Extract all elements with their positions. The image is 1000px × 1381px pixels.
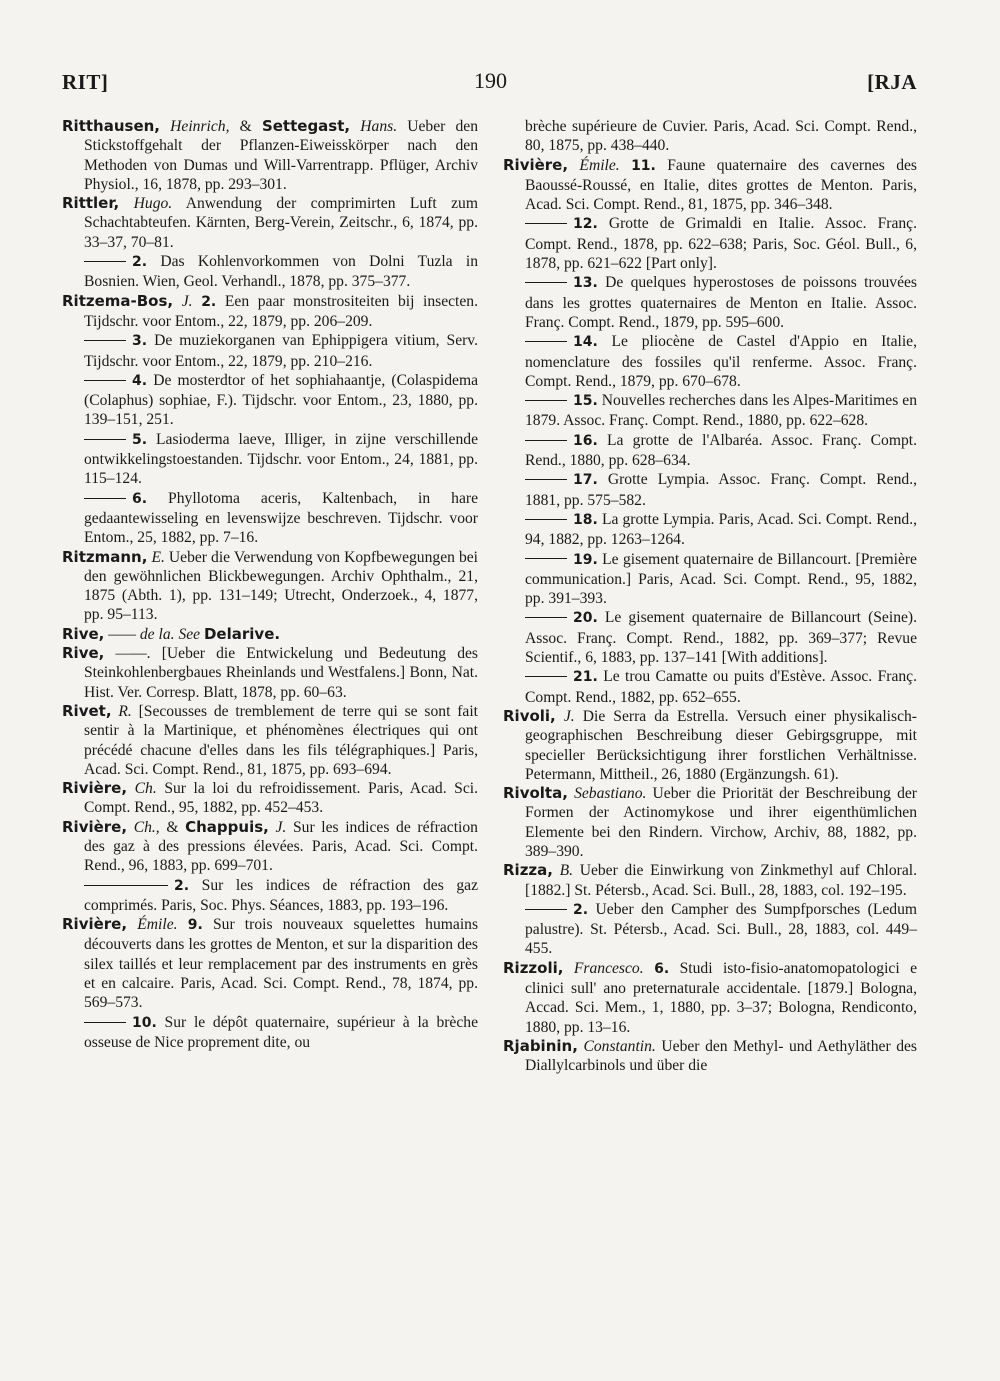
entry-ritthausen [62, 117, 478, 194]
entry-text: Le gisement quaternaire de Billancourt. [Première communication.] Paris, Acad. Sci. Compt. Rend., 95, 1882, pp. 391–393. [525, 550, 917, 608]
entry-author: E. [151, 548, 165, 566]
ditto-dash [84, 1022, 126, 1023]
entry-name: Rizza, [503, 861, 553, 880]
entry-rive [62, 644, 478, 702]
entry-author: J. [563, 707, 575, 725]
ditto-dash [84, 261, 126, 262]
entry-author: Sebastiano. [574, 785, 647, 803]
entry-number: 5. [132, 431, 148, 448]
entry-number: 3. [132, 333, 148, 350]
entry-name: Ritzema-Bos, [62, 291, 174, 310]
page-header [62, 70, 917, 100]
entry-text: Ueber die Priorität der Beschreibung der Formen der Actinomykose und ihrer eigenthümlichen Elemente bei den Rindern. Virchow, Archiv, 88, 1882, pp. 389–390. [525, 785, 918, 860]
entry-author-2: Hans. [360, 118, 398, 135]
entry-continuation [503, 117, 917, 156]
entry-name: Rittler, [62, 194, 120, 213]
ditto-dash [525, 909, 567, 910]
ditto-dash [84, 439, 126, 440]
entry-riviere-emile-10 [62, 1013, 478, 1053]
see-reference: See [178, 625, 201, 643]
entry-author: —— de la. [108, 625, 175, 643]
entry-author: B. [559, 862, 574, 880]
entry-text: Ueber den Stickstoffgehalt der Pflanzen-Eiweisskörper nach den Methoden von Dumas und Will-Varrentrapp. Pflüger, Archiv Physiol., 16, 1878, pp. 293–301. [84, 118, 479, 193]
entry-text: Ueber den Methyl- und Aethyläther des Diallylcarbinols und über die [525, 1037, 918, 1075]
entry-text: brèche supérieure de Cuvier. Paris, Acad. Sci. Compt. Rend., 80, 1875, pp. 438–440. [525, 118, 917, 155]
entry-amp: & [239, 118, 252, 135]
entry-riviere-14 [503, 332, 917, 391]
entry-number: 4. [132, 372, 148, 389]
entry-author: Heinrich, [170, 118, 230, 135]
ditto-dash [525, 282, 567, 283]
entry-number: 17. [573, 472, 598, 489]
entry-riviere-16 [503, 431, 917, 471]
entry-author: Émile. [579, 156, 620, 174]
entry-text: Die Serra da Estrella. Versuch einer physikalisch-geographischen Beschreibung dieser Gebirgsgruppe, mit specieller Berücksichtigung ihrer forstlichen Verhältnisse. Petermann, Mittheil., 26, 1880 (Ergänzungsh. 61). [525, 707, 917, 783]
entry-author: Ch. [134, 780, 157, 798]
entry-riviere-13 [503, 273, 917, 332]
entry-text: Sur le dépôt quaternaire, supérieur à la brèche osseuse de Nice proprement dite, ou [84, 1013, 478, 1051]
ditto-dash [84, 380, 126, 381]
entry-text: Anwendung der comprimirten Luft zum Schachtabteufen. Kärnten, Berg-Verein, Zeitschr., 6, 1874, pp. 33–37, 70–81. [84, 195, 478, 251]
ditto-dash [525, 440, 567, 441]
entry-text: Phyllotoma aceris, Kaltenbach, in hare gedaantewisseling en levenswijze beschreven. Tijdschr. voor Entom., 25, 1882, pp. 7–16. [84, 489, 478, 547]
ditto-dash [525, 519, 567, 520]
entry-name: Ritthausen, [62, 117, 160, 135]
entry-name: Rivière, [62, 915, 128, 934]
entry-name: Rivoli, [503, 706, 556, 725]
ditto-dash [525, 558, 567, 559]
entry-rjabinin [503, 1037, 917, 1076]
entry-ritzema-bos-4 [62, 371, 478, 430]
entry-number: 13. [573, 275, 598, 292]
entry-text: De muziekorganen van Ephippigera vitium, Serv. Tijdschr. voor Entom., 22, 1879, pp. 210–216. [84, 332, 478, 370]
ditto-dash [525, 341, 567, 342]
entry-text: Faune quaternaire des cavernes des Baoussé-Roussé, en Italie, dites grottes de Menton. Paris, Acad. Sci. Compt. Rend., 81, 1875, pp. 346–348. [525, 156, 917, 214]
entry-riviere-18 [503, 510, 917, 550]
entry-rivoli [503, 707, 917, 784]
entry-ritzmann [62, 548, 478, 625]
entry-number: 10. [132, 1014, 157, 1031]
ditto-dash-double [84, 885, 168, 886]
left-column [62, 117, 478, 1052]
entry-text: Lasioderma laeve, Illiger, in zijne verschillende ontwikkelingstoestanden. Tijdschr. voor Entom., 24, 1881, pp. 115–124. [84, 430, 478, 488]
entry-name: Rivière, [503, 155, 569, 174]
entry-text: [Secousses de tremblement de terre qui se sont fait sentir à la Martinique, et phénomènes électriques qui ont précédé chacune d'elles dans les fils télégraphiques.] Paris, Acad. Sci. Compt. Rend., 81, 1875, pp. 693–694. [84, 702, 478, 778]
entry-author: Hugo. [133, 195, 173, 213]
entry-author: Émile. [137, 916, 178, 934]
entry-name: Ritzmann, [62, 547, 148, 566]
entry-text: Das Kohlenvorkommen von Dolni Tuzla in Bosnien. Wien, Geol. Verhandl., 1878, pp. 375–377. [84, 253, 478, 291]
entry-text: Grotte Lympia. Assoc. Franç. Compt. Rend., 1881, pp. 575–582. [525, 471, 917, 509]
entry-ritzema-bos-5 [62, 430, 478, 489]
entry-name: Rive, [62, 644, 105, 663]
ditto-dash [525, 479, 567, 480]
entry-author: J. [181, 292, 193, 310]
entry-ritzema-bos-6 [62, 489, 478, 548]
entry-rivolta [503, 784, 917, 861]
entry-text: Ueber den Campher des Sumpfporsches (Ledum palustre). St. Pétersb., Acad. Sci. Bull., 28, 1883, col. 449–455. [525, 900, 917, 958]
ditto-dash [84, 498, 126, 499]
entry-number: 15. [573, 393, 598, 410]
entry-text: La grotte de l'Albaréa. Assoc. Franç. Compt. Rend., 1880, pp. 628–634. [525, 431, 917, 470]
entry-riviere-chappuis [62, 818, 478, 876]
entry-text: Nouvelles recherches dans les Alpes-Maritimes en 1879. Assoc. Franç. Compt. Rend., 1880, pp. 622–628. [525, 392, 917, 430]
entry-riviere-chappuis-2 [62, 876, 478, 916]
entry-riviere-12 [503, 214, 917, 273]
entry-riviere-ch [62, 779, 478, 818]
entry-text: Sur les indices de réfraction des gaz comprimés. Paris, Soc. Phys. Séances, 1883, pp. 193–196. [84, 876, 478, 914]
entry-text: Een paar monstrositeiten bij insecten. Tijdschr. voor Entom., 22, 1879, pp. 206–209. [84, 292, 479, 330]
entry-author-2: J. [275, 818, 287, 836]
entry-text: Ueber die Einwirkung von Zinkmethyl auf Chloral. [1882.] St. Pétersb., Acad. Sci. Bull., 28, 1883, col. 192–195. [525, 862, 917, 899]
entry-text: Ueber die Verwendung von Kopfbewegungen bei den gewöhnlichen Blickbewegungen. Archiv Ophthalm., 21, 1875 (Abth. 1), pp. 131–149; Utrecht, Onderzoek., 4, 1877, pp. 95–113. [84, 548, 478, 624]
entry-text: Le pliocène de Castel d'Appio en Italie, nomenclature des fossiles qu'il renferme. Assoc. Franç. Compt. Rend., 1879, pp. 670–678. [525, 333, 917, 390]
entry-author: Francesco. [573, 959, 644, 977]
entry-author: R. [118, 702, 132, 720]
entry-text: De quelques hyperostoses de poissons trouvées dans les grottes quaternaires de Menton en Italie. Assoc. Franç. Compt. Rend., 1879, pp. 595–600. [525, 274, 917, 331]
entry-name-2: Settegast, [261, 117, 351, 135]
right-column [503, 117, 917, 1076]
entry-author: ——. [115, 645, 151, 663]
entry-author: Constantin. [583, 1037, 656, 1055]
entry-rizzoli [503, 959, 917, 1037]
entry-text: Sur trois nouveaux squelettes humains découverts dans les grottes de Menton, et sur la disparition des silex taillés et leur remplacement par des instruments en grès et en calcaire. Paris, Acad. Sci. Compt. Rend., 78, 1874, pp. 569–573. [84, 916, 479, 1012]
entry-rive-delarive [62, 625, 478, 644]
entry-number: 2. [201, 293, 217, 310]
entry-text: La grotte Lympia. Paris, Acad. Sci. Compt. Rend., 94, 1882, pp. 1263–1264. [525, 510, 917, 549]
entry-text: Le trou Camatte ou puits d'Estève. Assoc. Franç. Compt. Rend., 1882, pp. 652–655. [525, 668, 917, 706]
entry-text: Grotte de Grimaldi en Italie. Assoc. Franç. Compt. Rend., 1878, pp. 622–638; Paris, Soc. Géol. Bull., 6, 1878, pp. 621–622 [Part only]. [525, 215, 918, 273]
entry-name-2: Chappuis, [185, 817, 269, 836]
header-range-end: [RJA [867, 70, 917, 94]
entry-number: 20. [573, 610, 598, 627]
entry-name: Rivolta, [503, 784, 568, 803]
entry-number: 21. [573, 669, 598, 686]
entry-number: 19. [573, 551, 598, 568]
entry-number: 14. [573, 334, 598, 351]
entry-riviere-21 [503, 667, 917, 707]
ditto-dash [525, 676, 567, 677]
entry-number: 11. [631, 157, 656, 174]
entry-number: 6. [132, 490, 148, 507]
page-number: 190 [474, 68, 507, 93]
entry-text: Studi isto-fisio-anatomopatologici e clinici sull' ano preternaturale accidentale. [1879.] Bologna, Accad. Sci. Mem., 1, 1880, pp. 3–37; Bologna, Rendiconto, 1880, pp. 13–16. [525, 959, 918, 1036]
entry-rizza-2 [503, 900, 917, 959]
entry-number: 2. [174, 877, 190, 894]
entry-number: 18. [573, 511, 598, 528]
entry-number: 6. [654, 960, 670, 977]
entry-name: Rizzoli, [503, 958, 564, 977]
cross-reference-name: Delarive. [203, 624, 281, 643]
entry-number: 2. [573, 901, 589, 918]
entry-amp: & [166, 818, 179, 836]
entry-number: 2. [132, 254, 148, 271]
entry-rivet [62, 702, 478, 779]
entry-rittler [62, 194, 478, 252]
entry-rizza [503, 861, 917, 900]
entry-riviere-emile-11 [503, 156, 917, 215]
ditto-dash [525, 617, 567, 618]
ditto-dash [525, 400, 567, 401]
entry-text: Le gisement quaternaire de Billancourt (Seine). Assoc. Franç. Compt. Rend., 1882, pp. 369–377; Revue Scientif., 6, 1883, pp. 137–141 [With additions]. [525, 609, 917, 667]
entry-riviere-17 [503, 470, 917, 510]
entry-number: 9. [187, 917, 203, 934]
entry-number: 12. [573, 216, 598, 233]
entry-author: Ch., [133, 818, 160, 836]
entry-name: Rivet, [62, 701, 112, 720]
entry-name: Rivière, [62, 779, 128, 798]
entry-ritzema-bos [62, 292, 478, 332]
entry-number: 16. [573, 432, 598, 449]
entry-text: De mosterdtor of het sophiahaantje, (Colaspidema (Colaphus) sophiae, F.). Tijdschr. voor Entom., 23, 1880, pp. 139–151, 251. [84, 371, 478, 429]
entry-name: Rive, [62, 624, 105, 643]
header-range-start: RIT] [62, 70, 109, 94]
entry-name: Rjabinin, [503, 1036, 578, 1055]
entry-riviere-19 [503, 550, 917, 609]
ditto-dash [84, 340, 126, 341]
entry-name: Rivière, [62, 817, 128, 836]
entry-text: Sur la loi du refroidissement. Paris, Acad. Sci. Compt. Rend., 95, 1882, pp. 452–453. [84, 780, 478, 817]
ditto-dash [525, 223, 567, 224]
entry-riviere-20 [503, 608, 917, 667]
entry-text: [Ueber die Entwickelung und Bedeutung des Steinkohlenbergbaues Rheinlands und Westfalens.] Bonn, Nat. Hist. Ver. Corresp. Blatt, 1878, pp. 60–63. [84, 645, 478, 701]
entry-ritzema-bos-3 [62, 331, 478, 371]
entry-text: Sur les indices de réfraction des gaz à des pressions élevées. Paris, Acad. Sci. Compt. Rend., 96, 1883, pp. 699–701. [84, 818, 478, 875]
entry-riviere-15 [503, 391, 917, 431]
entry-rittler-2 [62, 252, 478, 292]
entry-riviere-emile-9 [62, 915, 478, 1012]
